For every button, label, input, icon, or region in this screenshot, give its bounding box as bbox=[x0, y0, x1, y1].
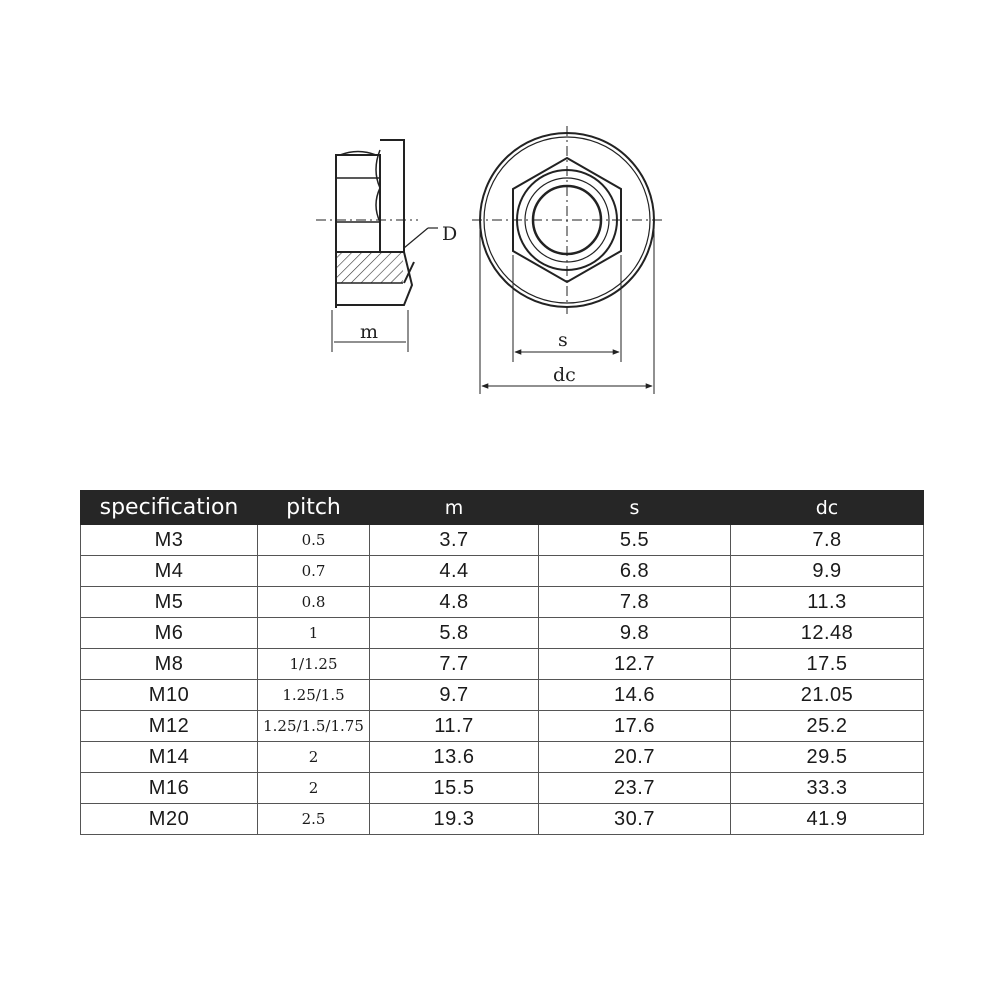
cell-s: 30.7 bbox=[539, 804, 731, 835]
table-row bbox=[81, 649, 924, 680]
cell-spec: M3 bbox=[81, 525, 258, 556]
cell-dc: 21.05 bbox=[731, 680, 924, 711]
cell-spec: M5 bbox=[81, 587, 258, 618]
table-row bbox=[81, 804, 924, 835]
cell-pitch: 0.8 bbox=[258, 587, 370, 618]
table-row bbox=[81, 742, 924, 773]
label-dc: dc bbox=[553, 364, 576, 386]
cell-pitch: 2 bbox=[258, 742, 370, 773]
cell-dc: 25.2 bbox=[731, 711, 924, 742]
label-D: D bbox=[442, 223, 458, 245]
table-row bbox=[81, 711, 924, 742]
cell-s: 9.8 bbox=[539, 618, 731, 649]
cell-dc: 9.9 bbox=[731, 556, 924, 587]
table-row bbox=[81, 680, 924, 711]
cell-dc: 7.8 bbox=[731, 525, 924, 556]
cell-pitch: 2.5 bbox=[258, 804, 370, 835]
cell-pitch: 1/1.25 bbox=[258, 649, 370, 680]
cell-m: 13.6 bbox=[370, 742, 539, 773]
header-specification: specification bbox=[81, 491, 258, 525]
label-m: m bbox=[360, 321, 379, 343]
cell-m: 9.7 bbox=[370, 680, 539, 711]
header-m: m bbox=[370, 491, 539, 525]
cell-spec: M16 bbox=[81, 773, 258, 804]
cell-spec: M8 bbox=[81, 649, 258, 680]
cell-spec: M12 bbox=[81, 711, 258, 742]
cell-pitch: 0.5 bbox=[258, 525, 370, 556]
label-s: s bbox=[558, 329, 568, 351]
cell-s: 12.7 bbox=[539, 649, 731, 680]
header-pitch: pitch bbox=[258, 491, 370, 525]
cell-dc: 41.9 bbox=[731, 804, 924, 835]
cell-spec: M10 bbox=[81, 680, 258, 711]
cell-s: 23.7 bbox=[539, 773, 731, 804]
cell-pitch: 1.25/1.5 bbox=[258, 680, 370, 711]
cell-spec: M14 bbox=[81, 742, 258, 773]
table-row bbox=[81, 587, 924, 618]
cell-dc: 11.3 bbox=[731, 587, 924, 618]
cell-pitch: 0.7 bbox=[258, 556, 370, 587]
cell-m: 11.7 bbox=[370, 711, 539, 742]
header-s: s bbox=[539, 491, 731, 525]
top-view bbox=[472, 126, 662, 394]
cell-s: 17.6 bbox=[539, 711, 731, 742]
cell-s: 7.8 bbox=[539, 587, 731, 618]
table-header-row bbox=[81, 491, 924, 525]
specification-table bbox=[80, 490, 924, 835]
cell-dc: 33.3 bbox=[731, 773, 924, 804]
cell-dc: 17.5 bbox=[731, 649, 924, 680]
cell-m: 19.3 bbox=[370, 804, 539, 835]
cell-m: 3.7 bbox=[370, 525, 539, 556]
flange-nut-technical-drawing bbox=[0, 0, 1000, 430]
cell-m: 15.5 bbox=[370, 773, 539, 804]
table-row bbox=[81, 556, 924, 587]
table-row bbox=[81, 525, 924, 556]
cell-spec: M4 bbox=[81, 556, 258, 587]
cell-pitch: 1 bbox=[258, 618, 370, 649]
cell-pitch: 1.25/1.5/1.75 bbox=[258, 711, 370, 742]
hatched-section bbox=[337, 253, 403, 283]
cell-s: 5.5 bbox=[539, 525, 731, 556]
cell-m: 5.8 bbox=[370, 618, 539, 649]
cell-m: 7.7 bbox=[370, 649, 539, 680]
cell-dc: 29.5 bbox=[731, 742, 924, 773]
table-row bbox=[81, 618, 924, 649]
cell-pitch: 2 bbox=[258, 773, 370, 804]
cell-m: 4.8 bbox=[370, 587, 539, 618]
cell-m: 4.4 bbox=[370, 556, 539, 587]
cell-s: 6.8 bbox=[539, 556, 731, 587]
cell-s: 14.6 bbox=[539, 680, 731, 711]
cell-spec: M20 bbox=[81, 804, 258, 835]
cell-spec: M6 bbox=[81, 618, 258, 649]
cell-s: 20.7 bbox=[539, 742, 731, 773]
cell-dc: 12.48 bbox=[731, 618, 924, 649]
header-dc: dc bbox=[731, 491, 924, 525]
table-row bbox=[81, 773, 924, 804]
